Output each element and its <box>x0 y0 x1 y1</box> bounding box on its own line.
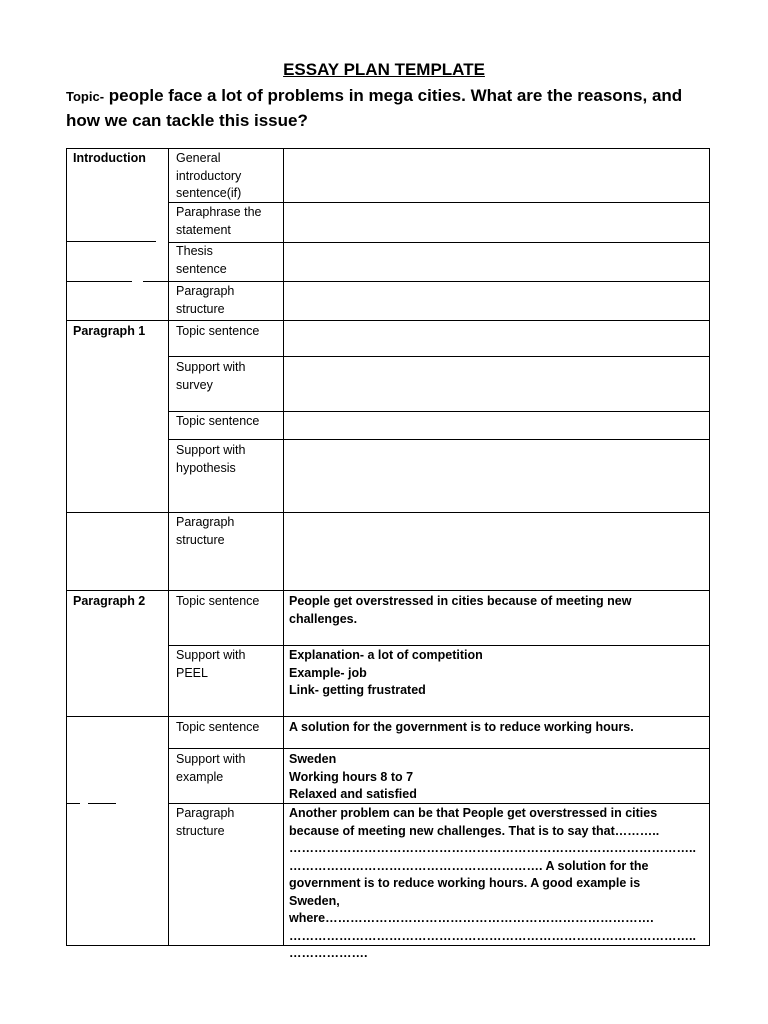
row-label-p2-structure: Paragraph structure <box>176 806 235 838</box>
section-divider <box>66 590 710 591</box>
section-cell-line <box>66 241 156 242</box>
section-divider <box>66 512 710 513</box>
row-label-p1-topic-1: Topic sentence <box>176 324 260 338</box>
row-label-p1-topic-2: Topic sentence <box>176 414 260 428</box>
section-paragraph-1: Paragraph 1 <box>73 324 146 338</box>
row-divider <box>169 411 710 412</box>
row-divider <box>169 356 710 357</box>
row-value-p2-example: Sweden Working hours 8 to 7 Relaxed and satisfied <box>289 752 417 801</box>
row-label-p2-peel: Support with PEEL <box>176 648 246 680</box>
section-cell-line <box>143 281 169 282</box>
row-label-intro-structure: Paragraph structure <box>176 284 235 316</box>
row-label-p1-survey: Support with survey <box>176 360 246 392</box>
column-divider-label <box>283 148 284 946</box>
section-cell-line <box>66 803 80 804</box>
section-cell-line <box>88 803 116 804</box>
row-label-p2-topic-2: Topic sentence <box>176 720 260 734</box>
row-divider <box>169 281 710 282</box>
row-value-p2-peel: Explanation- a lot of competition Example- job Link- getting frustrated <box>289 648 483 697</box>
table-border-top <box>66 148 710 149</box>
section-cell-line <box>66 281 132 282</box>
column-divider-section <box>168 148 169 946</box>
table-border-right <box>709 148 710 946</box>
row-label-p1-structure: Paragraph structure <box>176 515 235 547</box>
row-label-p2-example: Support with example <box>176 752 246 784</box>
row-value-p2-structure: Another problem can be that People get overstressed in cities because of meeting new challenges. That is to say that……….. …………………………………………………………………………………….. ……………………………………………………. A solution for the government is to reduce working hours. A good example is Sweden, where……………………………………………………………………. …………………………………………………………………………………….. ………………. <box>289 806 696 960</box>
row-label-general-intro: General introductory sentence(if) <box>176 151 242 200</box>
row-label-paraphrase: Paraphrase the statement <box>176 205 262 237</box>
section-divider <box>66 320 710 321</box>
topic-text: people face a lot of problems in mega cities. What are the reasons, and how we can tackle this issue? <box>66 86 683 130</box>
row-label-p1-hypothesis: Support with hypothesis <box>176 443 246 475</box>
topic-label: Topic- <box>66 89 105 104</box>
section-paragraph-2: Paragraph 2 <box>73 594 146 608</box>
topic-line <box>66 84 706 133</box>
row-divider <box>169 748 710 749</box>
row-label-thesis: Thesis sentence <box>176 244 227 276</box>
row-divider <box>169 645 710 646</box>
table-border-left <box>66 148 67 946</box>
section-divider <box>66 716 710 717</box>
row-label-p2-topic-1: Topic sentence <box>176 594 260 608</box>
row-divider <box>169 439 710 440</box>
section-introduction: Introduction <box>73 151 146 165</box>
row-value-p2-topic-1: People get overstressed in cities because of meeting new challenges. <box>289 594 632 626</box>
row-value-p2-topic-2: A solution for the government is to reduce working hours. <box>289 720 634 734</box>
document-title: ESSAY PLAN TEMPLATE <box>283 60 485 79</box>
